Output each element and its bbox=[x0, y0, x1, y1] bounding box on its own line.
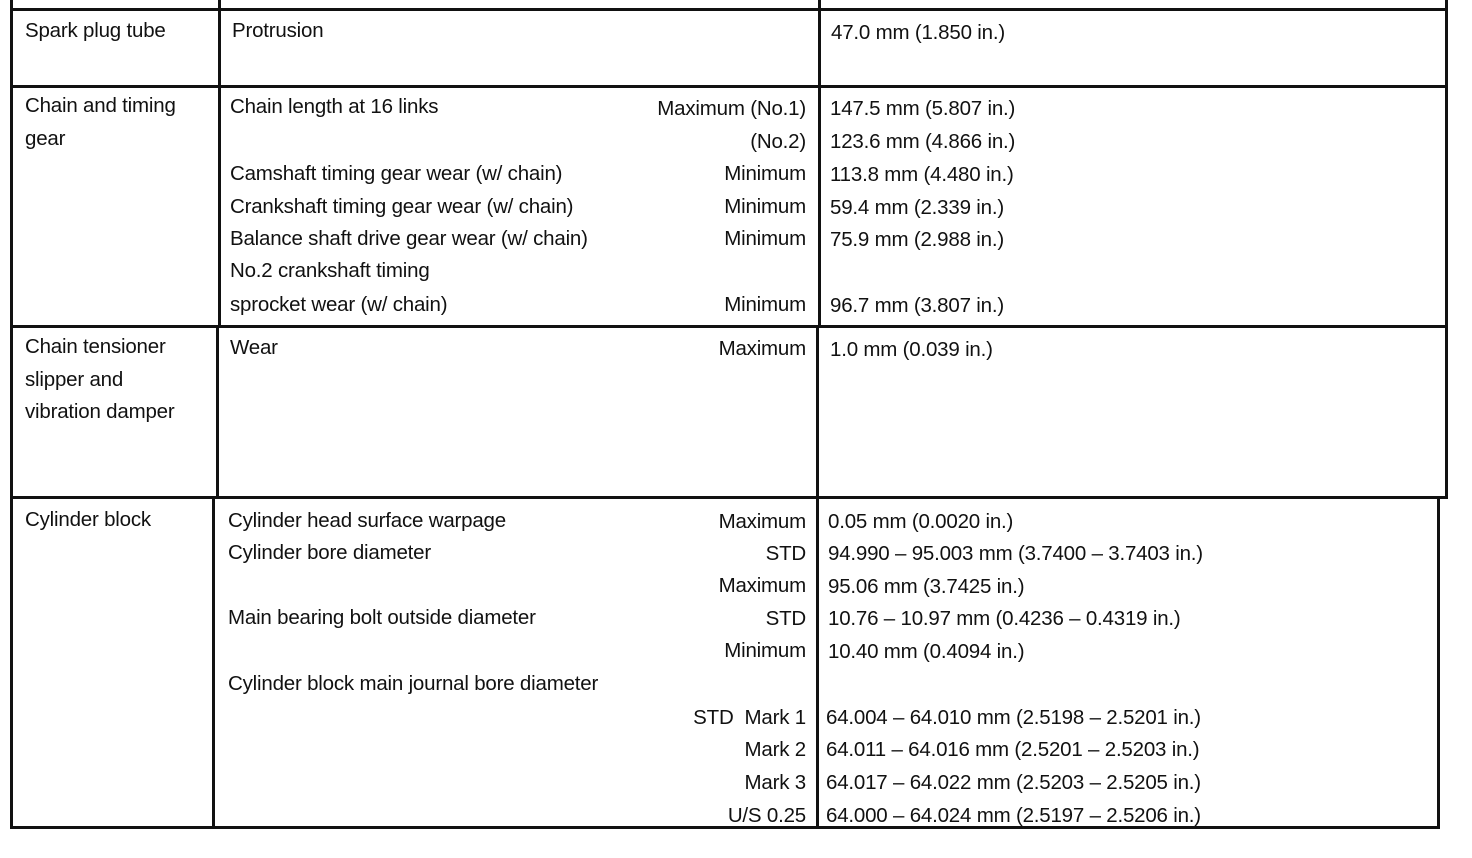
spec-item: Main bearing bolt outside diameter bbox=[228, 606, 536, 629]
spec-value: 75.9 mm (2.988 in.) bbox=[830, 228, 1004, 251]
spec-value: 113.8 mm (4.480 in.) bbox=[830, 163, 1014, 186]
table-rule-col1 bbox=[212, 496, 215, 829]
table-rule-bottom bbox=[10, 826, 1440, 829]
spec-level: STD Mark 1 bbox=[693, 706, 806, 729]
spec-item: Cylinder bore diameter bbox=[228, 541, 431, 564]
spec-value: 95.06 mm (3.7425 in.) bbox=[828, 575, 1025, 598]
spec-value: 123.6 mm (4.866 in.) bbox=[830, 130, 1016, 153]
row-category: Spark plug tube bbox=[25, 19, 166, 42]
row-category: Chain and timing gear bbox=[25, 94, 176, 150]
row-category: Chain tensioner slipper and vibration damper bbox=[25, 335, 175, 424]
spec-item: sprocket wear (w/ chain) bbox=[230, 293, 448, 316]
spec-level: Mark 3 bbox=[744, 771, 806, 794]
spec-level: Maximum bbox=[718, 337, 806, 360]
spec-value: 10.76 – 10.97 mm (0.4236 – 0.4319 in.) bbox=[828, 607, 1181, 630]
spec-value: 0.05 mm (0.0020 in.) bbox=[828, 510, 1014, 533]
spec-item: Wear bbox=[230, 336, 278, 359]
spec-item: Protrusion bbox=[232, 19, 324, 42]
spec-item: No.2 crankshaft timing bbox=[230, 259, 430, 282]
spec-level: Minimum bbox=[724, 227, 806, 250]
table-rule-right bbox=[1445, 0, 1448, 498]
spec-level: STD bbox=[765, 542, 806, 565]
table-rule-col1 bbox=[218, 0, 221, 326]
table-rule bbox=[10, 85, 1448, 88]
spec-item: Chain length at 16 links bbox=[230, 95, 439, 118]
spec-value: 147.5 mm (5.807 in.) bbox=[830, 97, 1016, 120]
spec-value: 64.011 – 64.016 mm (2.5201 – 2.5203 in.) bbox=[826, 738, 1200, 761]
spec-level: Minimum bbox=[724, 162, 806, 185]
table-rule-left bbox=[10, 0, 13, 829]
table-rule bbox=[10, 496, 1448, 499]
row-category: Cylinder block bbox=[25, 508, 151, 531]
spec-item: Cylinder block main journal bore diameter bbox=[228, 672, 599, 695]
spec-value: 96.7 mm (3.807 in.) bbox=[830, 294, 1004, 317]
table-rule-col2 bbox=[818, 0, 821, 326]
spec-level: Minimum bbox=[724, 195, 806, 218]
spec-item: Cylinder head surface warpage bbox=[228, 509, 506, 532]
spec-level: Mark 2 bbox=[744, 738, 806, 761]
spec-value: 10.40 mm (0.4094 in.) bbox=[828, 640, 1025, 663]
table-rule-col1 bbox=[216, 325, 219, 497]
table-rule-col2 bbox=[816, 325, 819, 829]
spec-item: Crankshaft timing gear wear (w/ chain) bbox=[230, 195, 574, 218]
table-rule-top bbox=[10, 8, 1448, 11]
spec-level: Maximum bbox=[718, 574, 806, 597]
spec-level: (No.2) bbox=[750, 130, 806, 153]
spec-item: Camshaft timing gear wear (w/ chain) bbox=[230, 162, 563, 185]
table-rule bbox=[10, 325, 1448, 328]
spec-level: STD bbox=[765, 607, 806, 630]
spec-level: Minimum bbox=[724, 639, 806, 662]
spec-value: 47.0 mm (1.850 in.) bbox=[831, 21, 1005, 44]
spec-value: 64.000 – 64.024 mm (2.5197 – 2.5206 in.) bbox=[826, 804, 1201, 827]
spec-value: 59.4 mm (2.339 in.) bbox=[830, 196, 1004, 219]
spec-item: Balance shaft drive gear wear (w/ chain) bbox=[230, 227, 588, 250]
table-rule-right bbox=[1437, 496, 1440, 829]
spec-value: 64.017 – 64.022 mm (2.5203 – 2.5205 in.) bbox=[826, 771, 1201, 794]
spec-value: 94.990 – 95.003 mm (3.7400 – 3.7403 in.) bbox=[828, 542, 1203, 565]
spec-level: Maximum (No.1) bbox=[657, 97, 806, 120]
spec-level: Maximum bbox=[718, 510, 806, 533]
spec-value: 64.004 – 64.010 mm (2.5198 – 2.5201 in.) bbox=[826, 706, 1201, 729]
spec-value: 1.0 mm (0.039 in.) bbox=[830, 338, 993, 361]
spec-level: Minimum bbox=[724, 293, 806, 316]
spec-level: U/S 0.25 bbox=[727, 804, 806, 827]
